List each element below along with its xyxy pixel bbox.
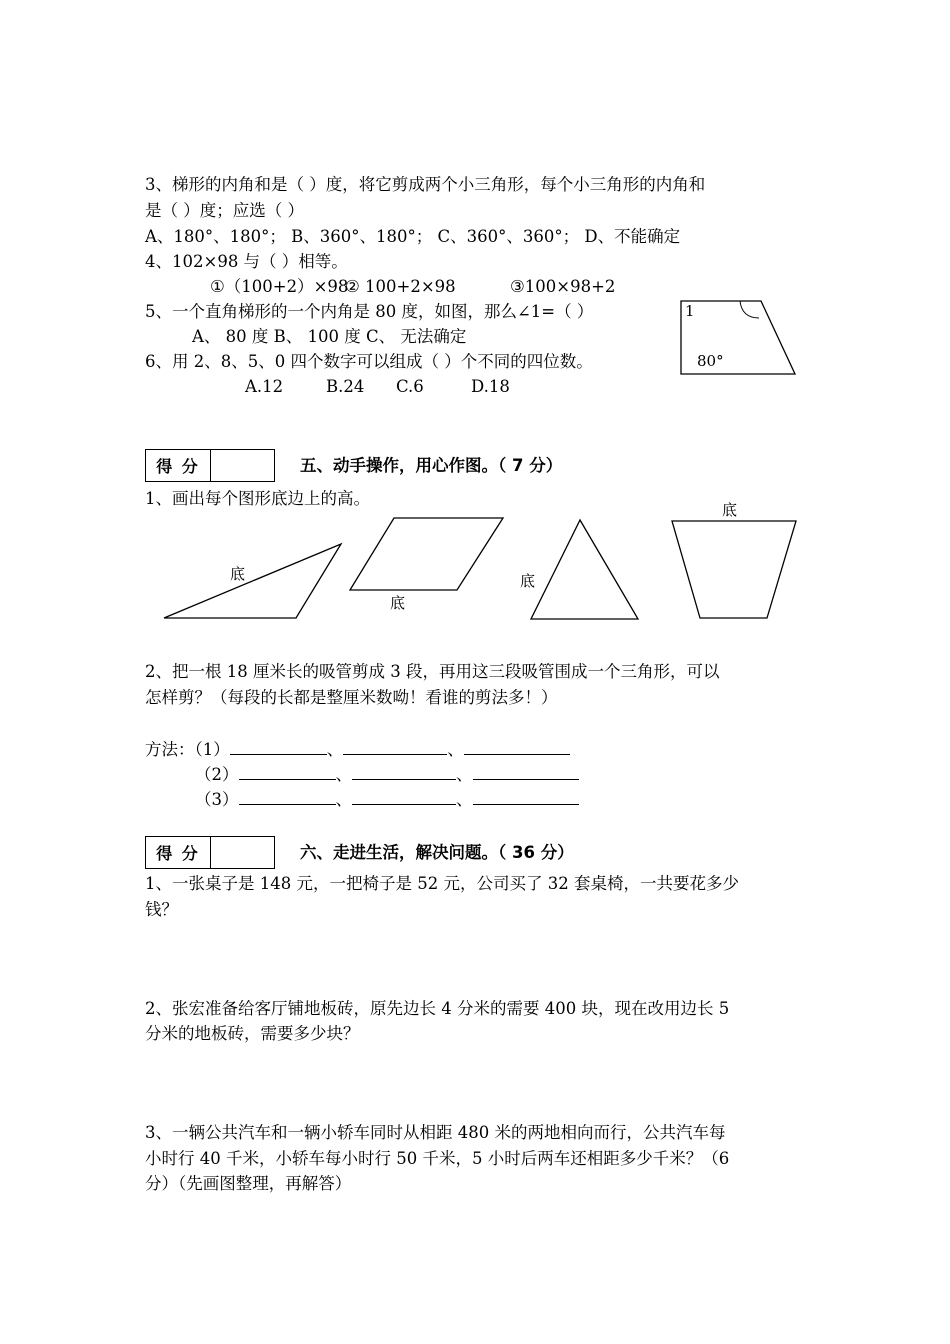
section5-title: 五、动手操作，用心作图。（ 7 分） (300, 456, 563, 475)
score-label: 得 分 (146, 450, 211, 481)
method-1-blank-a[interactable] (230, 740, 327, 755)
method-3-blank-c[interactable] (473, 790, 579, 805)
section5-q2-line2: 怎样剪？（每段的长都是整厘米数呦！看谁的剪法多！） (145, 688, 558, 707)
q6-option-c: C.6 (396, 377, 424, 396)
right-trapezoid-figure (676, 296, 801, 378)
isosceles-base-label: 底 (520, 572, 536, 590)
section6-q2-line2: 分米的地板砖，需要多少块？ (145, 1024, 360, 1043)
method-label: 方法： (145, 740, 195, 759)
score-blank[interactable] (211, 837, 274, 868)
method-3-number: （3） (195, 790, 239, 809)
score-box-section5 (145, 449, 275, 482)
section6-title: 六、走进生活，解决问题。（ 36 分） (300, 843, 574, 862)
angle-80-label: 80° (697, 352, 724, 370)
method-1-blank-c[interactable] (464, 740, 570, 755)
q5-options: A、 80 度 B、 100 度 C、 无法确定 (192, 327, 467, 346)
section5-q2-line1: 2、把一根 18 厘米长的吸管剪成 3 段，再用这三段吸管围成一个三角形，可以 (145, 662, 720, 681)
triangle-base-label: 底 (230, 565, 246, 583)
q5-line1: 5、一个直角梯形的一个内角是 80 度，如图，那么∠1=（ ） (145, 302, 594, 321)
q3-line1: 3、梯形的内角和是（ ）度，将它剪成两个小三角形，每个小三角形的内角和 (145, 175, 706, 194)
isosceles-triangle (531, 520, 638, 619)
q6-option-b: B.24 (326, 377, 365, 396)
method-row-2 (195, 765, 579, 784)
method-row-1 (145, 740, 570, 759)
angle-1-label: 1 (685, 302, 695, 320)
method-1-number: （1） (194, 740, 230, 759)
inverted-trapezoid (672, 521, 796, 618)
method-row-3 (195, 790, 579, 809)
q3-line2: 是（ ）度；应选（ ） (145, 201, 304, 220)
obtuse-triangle (164, 544, 341, 618)
method-3-blank-b[interactable] (352, 790, 456, 805)
q4-line1: 4、102×98 与（ ）相等。 (145, 252, 348, 271)
shapes-figure (150, 500, 810, 630)
section6-q3-line3: 分）（先画图整理，再解答） (145, 1174, 352, 1193)
method-2-blank-b[interactable] (352, 765, 456, 780)
section6-q3-line2: 小时行 40 千米，小轿车每小时行 50 千米，5 小时后两车还相距多少千米？（6 (145, 1149, 730, 1168)
q4-option-3: ③100×98+2 (510, 277, 616, 296)
method-2-blank-a[interactable] (239, 765, 336, 780)
score-blank[interactable] (211, 450, 274, 481)
score-box-section6 (145, 836, 275, 869)
method-2-blank-c[interactable] (473, 765, 579, 780)
section6-q2-line1: 2、张宏准备给客厅铺地板砖，原先边长 4 分米的需要 400 块，现在改用边长 5 (145, 999, 730, 1018)
method-2-number: （2） (195, 765, 239, 784)
q6-line1: 6、用 2、8、5、0 四个数字可以组成（ ）个不同的四位数。 (145, 352, 593, 371)
section5-q1: 1、画出每个图形底边上的高。 (145, 489, 370, 508)
separator: 、 (456, 765, 473, 784)
parallelogram (350, 518, 503, 590)
section6-q1-line2: 钱？ (145, 900, 178, 919)
q4-option-1: ①（100+2）×98 (210, 277, 349, 296)
angle-arc (740, 301, 759, 318)
separator: 、 (456, 790, 473, 809)
separator: 、 (335, 765, 352, 784)
q6-option-d: D.18 (471, 377, 510, 396)
separator: 、 (326, 740, 344, 759)
section6-q1-line1: 1、一张桌子是 148 元，一把椅子是 52 元，公司买了 32 套桌椅，一共要花多少 (145, 874, 739, 893)
section6-q3-line1: 3、一辆公共汽车和一辆小轿车同时从相距 480 米的两地相向而行，公共汽车每 (145, 1123, 726, 1142)
separator: 、 (335, 790, 352, 809)
separator: 、 (447, 740, 464, 759)
trapezoid-base-label: 底 (722, 501, 738, 519)
q3-options: A、180°、180°； B、360°、180°； C、360°、360°； D、不能确定 (145, 227, 681, 246)
method-1-blank-b[interactable] (343, 740, 447, 755)
method-3-blank-a[interactable] (239, 790, 336, 805)
q4-option-2: ② 100+2×98 (345, 277, 456, 296)
parallelogram-base-label: 底 (390, 594, 406, 612)
score-label: 得 分 (146, 837, 211, 868)
q6-option-a: A.12 (245, 377, 284, 396)
